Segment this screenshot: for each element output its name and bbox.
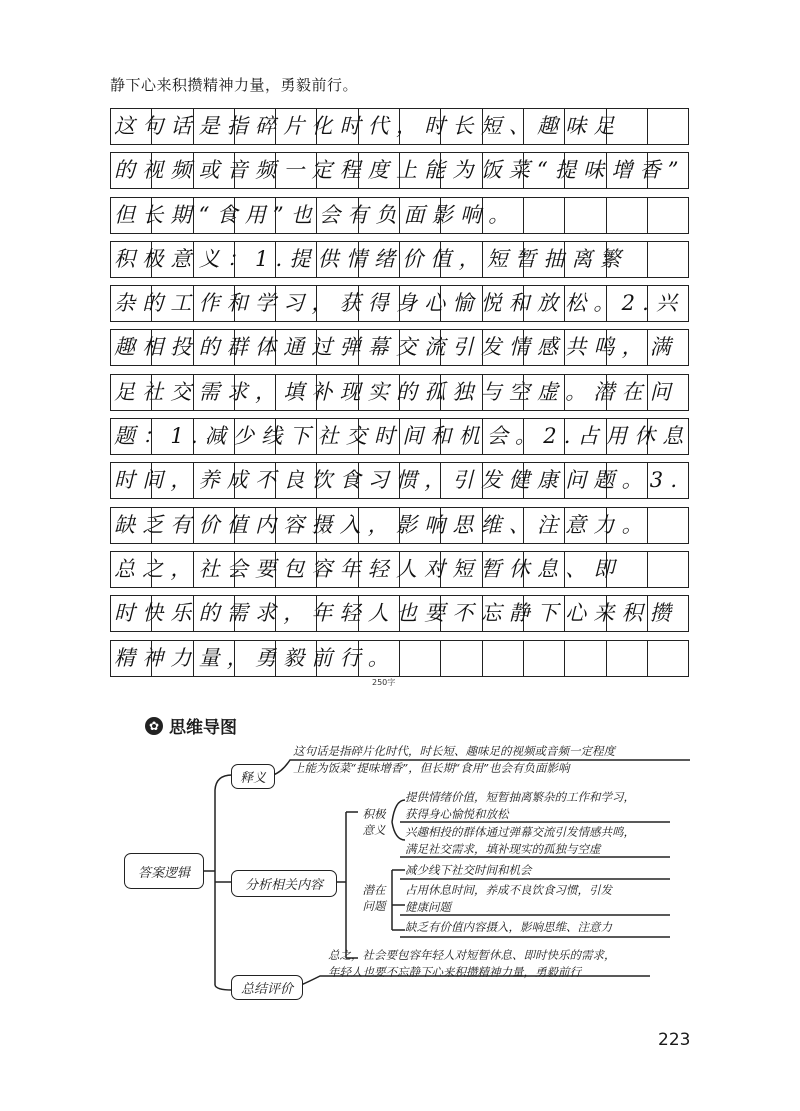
note-line: 兴趣相投的群体通过弹幕交流引发情感共鸣， xyxy=(405,825,635,839)
connector-positive-bracket xyxy=(392,800,405,840)
grid-row-text: 杂的工作和学习，获得身心愉悦和放松。2.兴 xyxy=(114,291,685,316)
grid-row-text: 总之，社会要包容年轻人对短暂休息、即 xyxy=(114,556,622,581)
branch-summary-box: 总结评价 xyxy=(231,975,303,1000)
word-count: 250字 xyxy=(372,678,396,687)
note-line: 这句话是指碎片化时代，时长短、趣味足的视频或音频一定程度 xyxy=(293,744,615,758)
label-line: 积极 xyxy=(362,807,386,821)
note-line: 年轻人也要不忘静下心来积攒精神力量，勇毅前行 xyxy=(328,965,581,979)
note-line: 减少线下社交时间和机会 xyxy=(405,863,532,877)
note-line: 总之，社会要包容年轻人对短暂休息、即时快乐的需求， xyxy=(328,948,616,962)
connector-branch1 xyxy=(215,775,232,790)
connector-root-trunk xyxy=(203,790,215,985)
mindmap-root-box: 答案逻辑 xyxy=(124,853,204,889)
grid-row-text: 积极意义：1.提供情绪价值，短暂抽离繁 xyxy=(114,246,628,271)
connector-analysis-split xyxy=(336,812,358,958)
note-line: 缺乏有价值内容摄入，影响思维、注意力 xyxy=(405,920,612,934)
grid-row-text: 题：1.减少线下社交时间和机会。2.占用休息 xyxy=(114,424,691,449)
grid-row-text: 时间，养成不良饮食习惯，引发健康问题。3. xyxy=(114,468,685,493)
grid-row-text: 足社交需求，填补现实的孤独与空虚。潜在问 xyxy=(114,379,678,404)
label-line: 意义 xyxy=(362,823,386,837)
potential-item-1 xyxy=(405,862,532,879)
grid-row-text: 但长期“食用”也会有负面影响。 xyxy=(114,202,517,227)
grid-row-text: 这句话是指碎片化时代，时长短、趣味足 xyxy=(114,114,622,138)
note-line: 满足社交需求，填补现实的孤独与空虚 xyxy=(405,842,601,856)
note-line: 提供情绪价值，短暂抽离繁杂的工作和学习， xyxy=(405,790,635,804)
note-explanation xyxy=(293,743,615,777)
connector-branch3 xyxy=(215,985,232,990)
grid-row-text: 缺乏有价值内容摄入，影响思维、注意力。 xyxy=(114,512,650,537)
label-line: 潜在 xyxy=(362,883,386,897)
mindmap-title: 思维导图 xyxy=(169,718,237,738)
branch-analysis-box: 分析相关内容 xyxy=(231,870,337,897)
potential-item-3 xyxy=(405,919,612,936)
note-line: 上能为饭菜“提味增香”，但长期“食用”也会有负面影响 xyxy=(293,761,570,775)
label-line: 问题 xyxy=(362,899,386,913)
positive-significance-label xyxy=(357,806,391,838)
note-line: 获得身心愉悦和放松 xyxy=(405,807,509,821)
note-line: 健康问题 xyxy=(405,900,451,914)
positive-item-2 xyxy=(405,824,635,858)
note-summary xyxy=(328,947,616,981)
page-number: 223 xyxy=(658,1030,691,1050)
note-line: 占用休息时间，养成不良饮食习惯，引发 xyxy=(405,883,612,897)
potential-item-2 xyxy=(405,882,612,916)
grid-row-text: 精神力量，勇毅前行。 xyxy=(114,645,396,670)
grid-row-text: 时快乐的需求，年轻人也要不忘静下心来积攒 xyxy=(114,601,678,626)
positive-item-1 xyxy=(405,789,635,823)
grid-row-text: 的视频或音频一定程度上能为饭菜“提味增香” xyxy=(114,158,686,183)
top-line-text: 静下心来积攒精神力量，勇毅前行。 xyxy=(110,76,359,94)
flower-icon: ✿ xyxy=(145,717,163,735)
grid-row-text: 趣相投的群体通过弹幕交流引发情感共鸣，满 xyxy=(114,335,678,360)
potential-problems-label xyxy=(357,882,391,914)
branch-explanation-box: 释义 xyxy=(231,764,275,789)
